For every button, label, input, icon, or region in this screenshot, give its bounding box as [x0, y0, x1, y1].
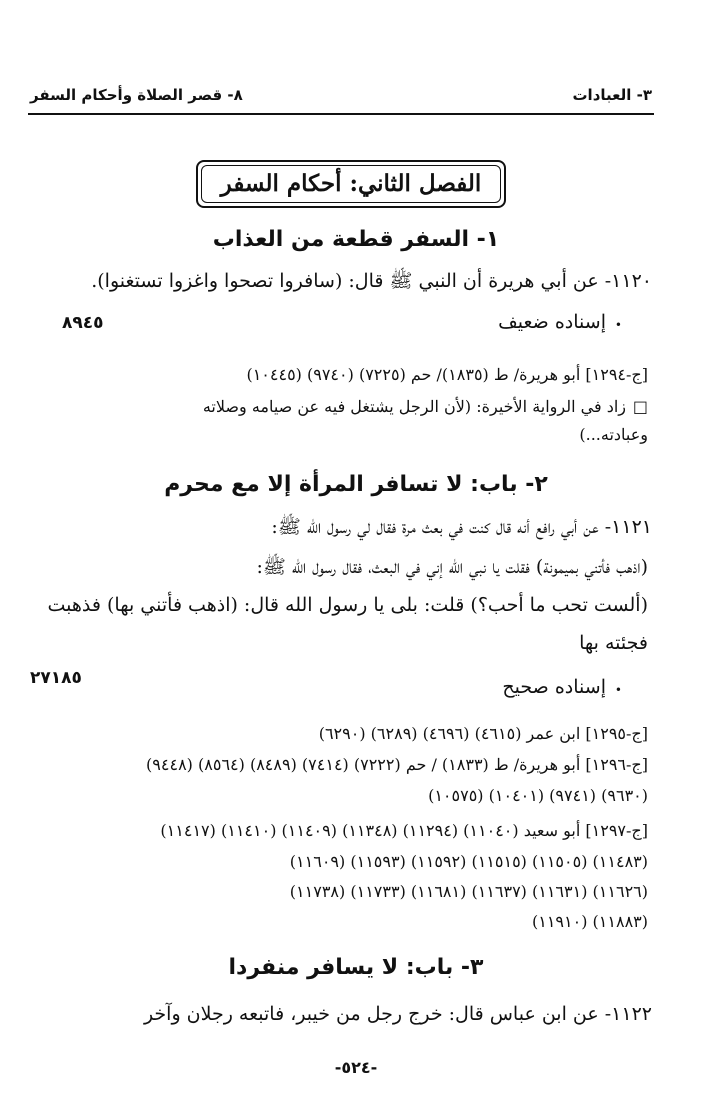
- grading-bullet: •: [614, 683, 622, 697]
- hadith-1121-line-2: (اذهب فأتني بميمونة) فقلت يا نبي الله إني في البعث، فقال رسول الله ﷺ:: [256, 556, 648, 578]
- hadith-1120-text: ١١٢٠- عن أبي هريرة أن النبي ﷺ قال: (سافروا تصحوا واغزوا تستغنوا).: [91, 270, 652, 292]
- hadith-1121-line-3: (ألست تحب ما أحب؟) قلت: بلى يا رسول الله قال: (اذهب فأتني بها) فذهبت: [47, 594, 648, 616]
- section-heading-3: ٣- باب: لا يسافر منفردا: [228, 955, 484, 980]
- page-number: -٥٢٤-: [334, 1058, 378, 1077]
- takhrij-1296-line-1: [ج-١٢٩٦] أبو هريرة/ ط (١٨٣٣) / حم (٧٢٢٢) (٧٤١٤) (٨٤٨٩) (٨٥٦٤) (٩٤٤٨): [146, 755, 648, 774]
- hadith-1121-reference-number: ٢٧١٨٥: [30, 668, 82, 688]
- hadith-1120-takhrij: [ج-١٢٩٤] أبو هريرة/ ط (١٨٣٥)/ حم (٧٢٢٥) (٩٧٤٠) (١٠٤٤٥): [246, 365, 648, 384]
- hadith-1120-grading: إسناده ضعيف: [498, 311, 606, 333]
- takhrij-1297-line-1: [ج-١٢٩٧] أبو سعيد (١١٠٤٠) (١١٢٩٤) (١١٣٤٨) (١١٤٠٩) (١١٤١٠) (١١٤١٧): [160, 821, 648, 840]
- takhrij-1297-line-2: (١١٤٨٣) (١١٥٠٥) (١١٥١٥) (١١٥٩٢) (١١٥٩٣) (١١٦٠٩): [289, 852, 648, 871]
- grading-bullet: •: [614, 318, 622, 332]
- header-divider: [28, 113, 654, 115]
- hadith-1121-line-1: ١١٢١- عن أبي رافع أنه قال كنت في بعث مرة فقال لي رسول الله ﷺ:: [271, 516, 652, 538]
- takhrij-1297-line-4: (١١٨٨٣) (١١٩١٠): [531, 912, 648, 931]
- hadith-1121-grading: إسناده صحيح: [502, 676, 606, 698]
- hadith-1120-note-line-2: وعبادته...): [579, 425, 648, 444]
- hadith-1121-line-4: فجئته بها: [579, 632, 648, 654]
- running-header-book-section: ٣- العبادات: [572, 86, 652, 104]
- takhrij-1297-line-3: (١١٦٢٦) (١١٦٣١) (١١٦٣٧) (١١٦٨١) (١١٧٣٣) (١١٧٣٨): [289, 882, 648, 901]
- takhrij-1296-line-2: (٩٦٣٠) (٩٧٤١) (١٠٤٠١) (١٠٥٧٥): [428, 786, 648, 805]
- hadith-1120-reference-number: ٨٩٤٥: [62, 313, 104, 333]
- note-marker: □: [632, 397, 648, 416]
- hadith-1120-note-line-1: زاد في الرواية الأخيرة: (لأن الرجل يشتغل فيه عن صيامه وصلاته: [202, 397, 626, 416]
- chapter-title: الفصل الثاني: أحكام السفر: [220, 170, 482, 197]
- section-heading-1: ١- السفر قطعة من العذاب: [212, 227, 500, 252]
- running-header-chapter-section: ٨- قصر الصلاة وأحكام السفر: [30, 86, 243, 104]
- takhrij-1295: [ج-١٢٩٥] ابن عمر (٤٦١٥) (٤٦٩٦) (٦٢٨٩) (٦٢٩٠): [318, 724, 648, 743]
- section-heading-2: ٢- باب: لا تسافر المرأة إلا مع محرم: [164, 472, 548, 497]
- hadith-1122-line-1: ١١٢٢- عن ابن عباس قال: خرج رجل من خيبر، فاتبعه رجلان وآخر: [143, 1003, 652, 1025]
